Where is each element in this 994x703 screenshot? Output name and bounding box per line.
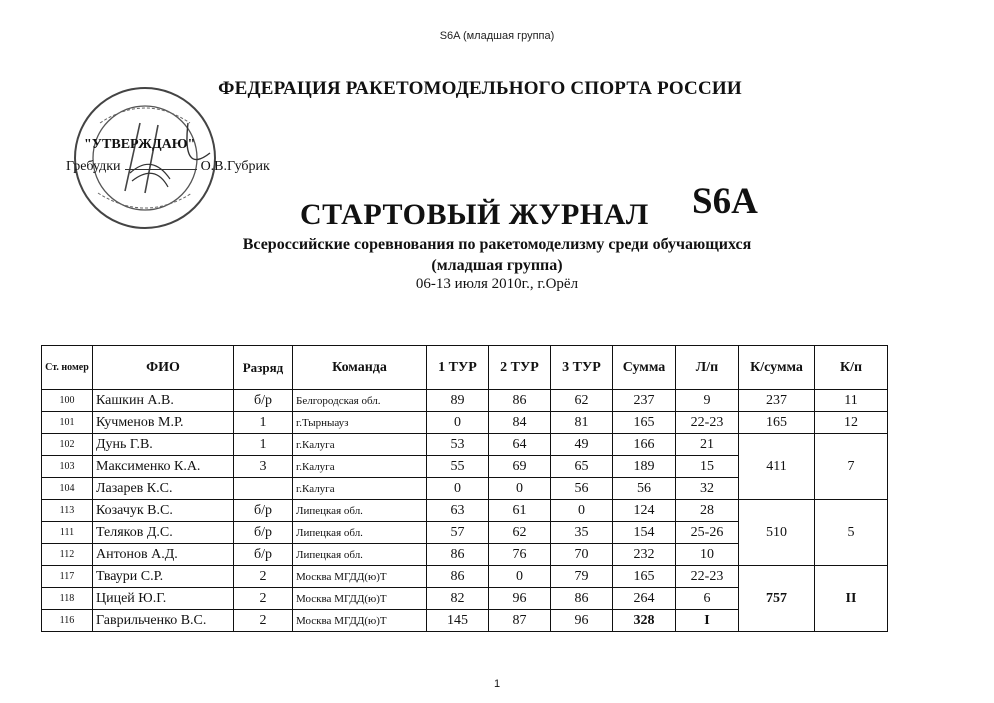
- col-header-round1: 1 ТУР: [427, 346, 489, 390]
- cell-round1: 89: [427, 390, 489, 412]
- cell-rank: б/р: [234, 544, 293, 566]
- subtitle-line-2: (младшая группа): [431, 257, 563, 274]
- date-place: 06-13 июля 2010г., г.Орёл: [415, 276, 579, 292]
- cell-place: 32: [676, 478, 739, 500]
- cell-name: Кашкин А.В.: [93, 390, 234, 412]
- cell-team: г.Калуга: [293, 456, 427, 478]
- cell-num: 118: [42, 588, 93, 610]
- cell-name: Кучменов М.Р.: [93, 412, 234, 434]
- cell-round1: 145: [427, 610, 489, 632]
- page-number: 1: [493, 678, 501, 690]
- federation-title: ФЕДЕРАЦИЯ РАКЕТОМОДЕЛЬНОГО СПОРТА РОССИИ: [218, 78, 742, 99]
- competition-subtitle: [0, 234, 994, 276]
- cell-name: Максименко К.А.: [93, 456, 234, 478]
- cell-team-place: 7: [815, 434, 888, 500]
- signature-line: [125, 158, 197, 170]
- cell-num: 100: [42, 390, 93, 412]
- table-header-row: [42, 346, 888, 390]
- cell-round2: 62: [489, 522, 551, 544]
- col-header-place: Л/п: [676, 346, 739, 390]
- cell-round1: 53: [427, 434, 489, 456]
- cell-team-sum: 757: [739, 566, 815, 632]
- cell-place: 6: [676, 588, 739, 610]
- cell-rank: 1: [234, 434, 293, 456]
- cell-sum: 124: [613, 500, 676, 522]
- document-title: СТАРТОВЫЙ ЖУРНАЛ: [300, 198, 649, 231]
- cell-team-sum: 237: [739, 390, 815, 412]
- cell-round3: 96: [551, 610, 613, 632]
- cell-round1: 0: [427, 412, 489, 434]
- cell-round3: 35: [551, 522, 613, 544]
- cell-sum: 56: [613, 478, 676, 500]
- cell-team: Липецкая обл.: [293, 544, 427, 566]
- cell-num: 116: [42, 610, 93, 632]
- cell-round3: 81: [551, 412, 613, 434]
- cell-name: Антонов А.Д.: [93, 544, 234, 566]
- cell-round3: 65: [551, 456, 613, 478]
- cell-round3: 49: [551, 434, 613, 456]
- col-header-team-place: К/п: [815, 346, 888, 390]
- table-row: [42, 566, 888, 588]
- cell-num: 111: [42, 522, 93, 544]
- cell-team-place: 11: [815, 390, 888, 412]
- subtitle-line-1: Всероссийские соревнования по ракетомоделизму среди обучающихся: [242, 236, 752, 253]
- cell-sum: 165: [613, 412, 676, 434]
- approval-signature-line: [66, 158, 276, 175]
- cell-place: I: [676, 610, 739, 632]
- cell-num: 103: [42, 456, 93, 478]
- cell-round3: 56: [551, 478, 613, 500]
- cell-team: Липецкая обл.: [293, 522, 427, 544]
- cell-place: 9: [676, 390, 739, 412]
- cell-name: Тваури С.Р.: [93, 566, 234, 588]
- cell-rank: б/р: [234, 500, 293, 522]
- cell-team: г.Калуга: [293, 478, 427, 500]
- cell-round1: 57: [427, 522, 489, 544]
- cell-round2: 0: [489, 478, 551, 500]
- cell-rank: 2: [234, 588, 293, 610]
- col-header-round2: 2 ТУР: [489, 346, 551, 390]
- col-header-name: ФИО: [93, 346, 234, 390]
- cell-place: 21: [676, 434, 739, 456]
- cell-num: 101: [42, 412, 93, 434]
- cell-num: 102: [42, 434, 93, 456]
- cell-round3: 70: [551, 544, 613, 566]
- cell-team: Москва МГДД(ю)Т: [293, 610, 427, 632]
- cell-round3: 79: [551, 566, 613, 588]
- cell-sum: 154: [613, 522, 676, 544]
- cell-num: 104: [42, 478, 93, 500]
- cell-rank: 3: [234, 456, 293, 478]
- col-header-team: Команда: [293, 346, 427, 390]
- cell-rank: б/р: [234, 390, 293, 412]
- cell-round2: 96: [489, 588, 551, 610]
- running-header: S6A (младшая группа): [439, 30, 555, 42]
- approval-left-text: Гребудки: [66, 159, 121, 174]
- cell-team-place: 5: [815, 500, 888, 566]
- cell-team-sum: 411: [739, 434, 815, 500]
- cell-round2: 86: [489, 390, 551, 412]
- cell-team: Москва МГДД(ю)Т: [293, 588, 427, 610]
- cell-sum: 232: [613, 544, 676, 566]
- class-code: S6A: [692, 181, 758, 222]
- cell-round1: 86: [427, 566, 489, 588]
- cell-name: Теляков Д.С.: [93, 522, 234, 544]
- cell-name: Цицей Ю.Г.: [93, 588, 234, 610]
- cell-rank: 2: [234, 566, 293, 588]
- cell-team-sum: 165: [739, 412, 815, 434]
- cell-place: 15: [676, 456, 739, 478]
- cell-num: 117: [42, 566, 93, 588]
- cell-round1: 0: [427, 478, 489, 500]
- cell-sum: 328: [613, 610, 676, 632]
- cell-sum: 166: [613, 434, 676, 456]
- col-header-round3: 3 ТУР: [551, 346, 613, 390]
- cell-team: Белгородская обл.: [293, 390, 427, 412]
- approval-signatory: О.В.Губрик: [200, 159, 270, 174]
- approval-label: "УТВЕРЖДАЮ": [84, 137, 196, 152]
- cell-team-sum: 510: [739, 500, 815, 566]
- results-table: [41, 345, 888, 632]
- cell-sum: 189: [613, 456, 676, 478]
- cell-round2: 87: [489, 610, 551, 632]
- cell-sum: 165: [613, 566, 676, 588]
- cell-round2: 64: [489, 434, 551, 456]
- cell-round3: 86: [551, 588, 613, 610]
- cell-name: Козачук В.С.: [93, 500, 234, 522]
- cell-round3: 0: [551, 500, 613, 522]
- table-row: [42, 434, 888, 456]
- cell-round1: 86: [427, 544, 489, 566]
- cell-name: Дунь Г.В.: [93, 434, 234, 456]
- cell-round2: 84: [489, 412, 551, 434]
- cell-sum: 264: [613, 588, 676, 610]
- cell-round1: 55: [427, 456, 489, 478]
- cell-round2: 0: [489, 566, 551, 588]
- cell-team: Москва МГДД(ю)Т: [293, 566, 427, 588]
- cell-name: Гаврильченко В.С.: [93, 610, 234, 632]
- cell-rank: 1: [234, 412, 293, 434]
- table-row: [42, 412, 888, 434]
- cell-name: Лазарев К.С.: [93, 478, 234, 500]
- cell-place: 28: [676, 500, 739, 522]
- cell-round3: 62: [551, 390, 613, 412]
- cell-sum: 237: [613, 390, 676, 412]
- cell-team: Липецкая обл.: [293, 500, 427, 522]
- table-row: [42, 390, 888, 412]
- cell-rank: 2: [234, 610, 293, 632]
- cell-round2: 61: [489, 500, 551, 522]
- cell-team-place: 12: [815, 412, 888, 434]
- col-header-rank: Разряд: [234, 346, 293, 390]
- col-header-sum: Сумма: [613, 346, 676, 390]
- cell-num: 112: [42, 544, 93, 566]
- cell-rank: [234, 478, 293, 500]
- col-header-team-sum: К/сумма: [739, 346, 815, 390]
- cell-team: г.Калуга: [293, 434, 427, 456]
- cell-team: г.Тырныауз: [293, 412, 427, 434]
- cell-num: 113: [42, 500, 93, 522]
- table-row: [42, 500, 888, 522]
- cell-place: 10: [676, 544, 739, 566]
- cell-round1: 63: [427, 500, 489, 522]
- cell-place: 22-23: [676, 412, 739, 434]
- cell-round2: 69: [489, 456, 551, 478]
- cell-rank: б/р: [234, 522, 293, 544]
- col-header-num: Ст. номер: [42, 346, 93, 390]
- cell-round2: 76: [489, 544, 551, 566]
- cell-place: 22-23: [676, 566, 739, 588]
- cell-round1: 82: [427, 588, 489, 610]
- cell-team-place: II: [815, 566, 888, 632]
- cell-place: 25-26: [676, 522, 739, 544]
